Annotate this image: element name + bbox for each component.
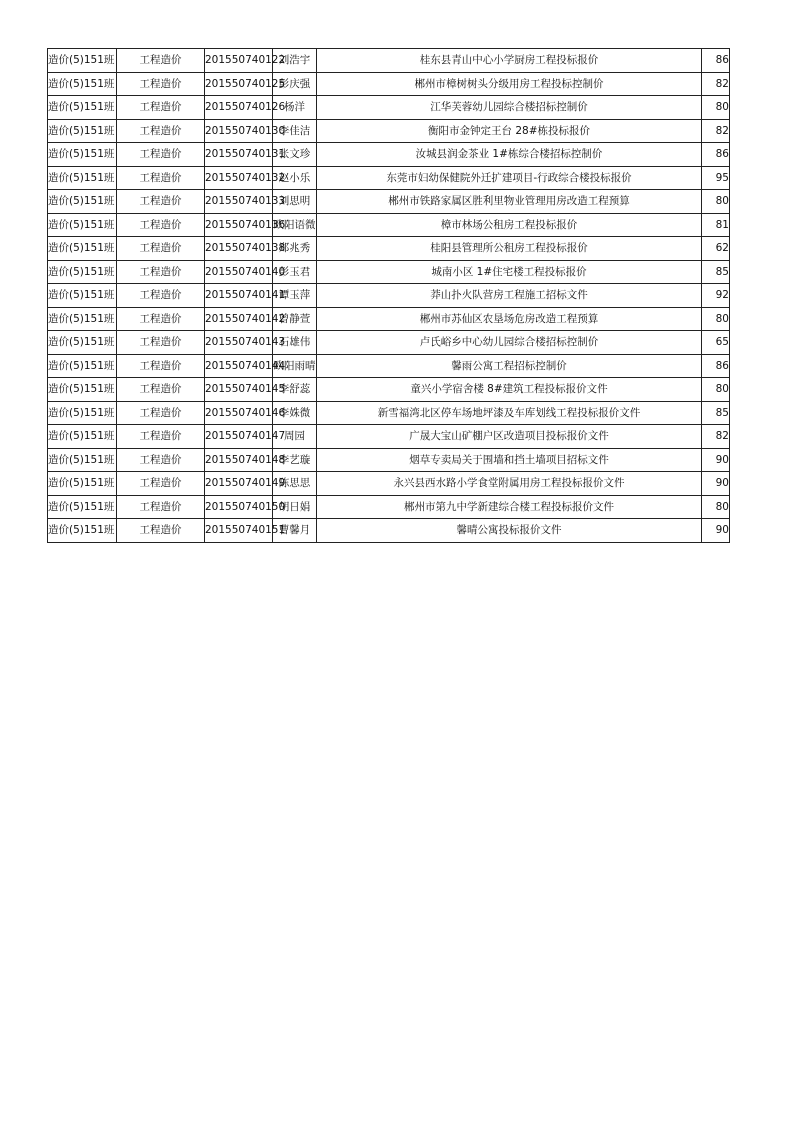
student-name-cell: 李艺璇 — [273, 448, 317, 472]
major-cell: 工程造价 — [117, 213, 205, 237]
student-name-cell: 赵小乐 — [273, 166, 317, 190]
score-cell: 85 — [702, 260, 730, 284]
table-row — [48, 190, 730, 214]
class-cell: 造价(5)151班 — [48, 307, 117, 331]
major-cell: 工程造价 — [117, 237, 205, 261]
project-title-cell: 郴州市苏仙区农垦场危房改造工程预算 — [317, 307, 702, 331]
project-title-cell: 郴州市第九中学新建综合楼工程投标报价文件 — [317, 495, 702, 519]
score-cell: 86 — [702, 143, 730, 167]
class-cell: 造价(5)151班 — [48, 472, 117, 496]
class-cell: 造价(5)151班 — [48, 166, 117, 190]
project-title-cell: 新雪福湾北区停车场地坪漆及车库划线工程投标报价文件 — [317, 401, 702, 425]
class-cell: 造价(5)151班 — [48, 354, 117, 378]
table-row — [48, 448, 730, 472]
student-name-cell: 杨洋 — [273, 96, 317, 120]
student-id-cell: 201550740149 — [205, 472, 273, 496]
class-cell: 造价(5)151班 — [48, 260, 117, 284]
score-cell: 86 — [702, 49, 730, 73]
score-cell: 80 — [702, 190, 730, 214]
table-row — [48, 307, 730, 331]
table-row — [48, 143, 730, 167]
major-cell: 工程造价 — [117, 401, 205, 425]
student-name-cell: 曹馨月 — [273, 519, 317, 543]
class-cell: 造价(5)151班 — [48, 331, 117, 355]
major-cell: 工程造价 — [117, 260, 205, 284]
score-cell: 80 — [702, 378, 730, 402]
score-cell: 90 — [702, 472, 730, 496]
table-row — [48, 472, 730, 496]
project-title-cell: 永兴县西水路小学食堂附属用房工程投标报价文件 — [317, 472, 702, 496]
student-id-cell: 201550740151 — [205, 519, 273, 543]
project-title-cell: 馨雨公寓工程招标控制价 — [317, 354, 702, 378]
score-cell: 90 — [702, 519, 730, 543]
score-cell: 95 — [702, 166, 730, 190]
project-title-cell: 桂东县青山中心小学厨房工程投标报价 — [317, 49, 702, 73]
student-name-cell: 胡日娟 — [273, 495, 317, 519]
table-row — [48, 331, 730, 355]
major-cell: 工程造价 — [117, 495, 205, 519]
student-id-cell: 201550740133 — [205, 190, 273, 214]
major-cell: 工程造价 — [117, 72, 205, 96]
student-id-cell: 201550740140 — [205, 260, 273, 284]
student-name-cell: 郑兆秀 — [273, 237, 317, 261]
score-cell: 62 — [702, 237, 730, 261]
class-cell: 造价(5)151班 — [48, 213, 117, 237]
class-cell: 造价(5)151班 — [48, 425, 117, 449]
table-body — [48, 49, 730, 543]
score-cell: 65 — [702, 331, 730, 355]
major-cell: 工程造价 — [117, 143, 205, 167]
major-cell: 工程造价 — [117, 354, 205, 378]
student-name-cell: 刘思明 — [273, 190, 317, 214]
student-id-cell: 201550740126 — [205, 96, 273, 120]
class-cell: 造价(5)151班 — [48, 49, 117, 73]
major-cell: 工程造价 — [117, 519, 205, 543]
student-name-cell: 彭庆强 — [273, 72, 317, 96]
score-cell: 85 — [702, 401, 730, 425]
table-row — [48, 213, 730, 237]
table-row — [48, 237, 730, 261]
table-row — [48, 519, 730, 543]
student-id-cell: 201550740147 — [205, 425, 273, 449]
major-cell: 工程造价 — [117, 448, 205, 472]
student-id-cell: 201550740141 — [205, 284, 273, 308]
class-cell: 造价(5)151班 — [48, 190, 117, 214]
student-id-cell: 201550740142 — [205, 307, 273, 331]
major-cell: 工程造价 — [117, 49, 205, 73]
major-cell: 工程造价 — [117, 190, 205, 214]
major-cell: 工程造价 — [117, 284, 205, 308]
student-name-cell: 周园 — [273, 425, 317, 449]
student-id-cell: 201550740131 — [205, 143, 273, 167]
score-cell: 92 — [702, 284, 730, 308]
student-id-cell: 201550740146 — [205, 401, 273, 425]
student-name-cell: 欧阳雨晴 — [273, 354, 317, 378]
project-title-cell: 衡阳市金钟定王台 28#栋投标报价 — [317, 119, 702, 143]
score-cell: 82 — [702, 119, 730, 143]
table-row — [48, 260, 730, 284]
student-id-cell: 201550740125 — [205, 72, 273, 96]
project-title-cell: 童兴小学宿舍楼 8#建筑工程投标报价文件 — [317, 378, 702, 402]
student-name-cell: 曾静萱 — [273, 307, 317, 331]
major-cell: 工程造价 — [117, 331, 205, 355]
student-name-cell: 李姝微 — [273, 401, 317, 425]
student-name-cell: 刘浩宇 — [273, 49, 317, 73]
table-row — [48, 378, 730, 402]
class-cell: 造价(5)151班 — [48, 237, 117, 261]
student-name-cell: 李舒蕊 — [273, 378, 317, 402]
student-id-cell: 201550740143 — [205, 331, 273, 355]
score-cell: 82 — [702, 72, 730, 96]
student-id-cell: 201550740138 — [205, 237, 273, 261]
class-cell: 造价(5)151班 — [48, 448, 117, 472]
class-cell: 造价(5)151班 — [48, 119, 117, 143]
student-id-cell: 201550740145 — [205, 378, 273, 402]
student-id-cell: 201550740136 — [205, 213, 273, 237]
class-cell: 造价(5)151班 — [48, 401, 117, 425]
score-cell: 90 — [702, 448, 730, 472]
project-title-cell: 馨晴公寓投标报价文件 — [317, 519, 702, 543]
class-cell: 造价(5)151班 — [48, 143, 117, 167]
table-row — [48, 284, 730, 308]
project-title-cell: 城南小区 1#住宅楼工程投标报价 — [317, 260, 702, 284]
student-name-cell: 谭玉萍 — [273, 284, 317, 308]
student-id-cell: 201550740150 — [205, 495, 273, 519]
score-cell: 80 — [702, 307, 730, 331]
project-title-cell: 汝城县润金茶业 1#栋综合楼招标控制价 — [317, 143, 702, 167]
class-cell: 造价(5)151班 — [48, 519, 117, 543]
major-cell: 工程造价 — [117, 378, 205, 402]
student-name-cell: 彭玉君 — [273, 260, 317, 284]
major-cell: 工程造价 — [117, 96, 205, 120]
table-row — [48, 401, 730, 425]
project-title-cell: 江华芙蓉幼儿园综合楼招标控制价 — [317, 96, 702, 120]
table-row — [48, 166, 730, 190]
project-title-cell: 桂阳县管理所公租房工程投标报价 — [317, 237, 702, 261]
score-cell: 81 — [702, 213, 730, 237]
student-name-cell: 李佳洁 — [273, 119, 317, 143]
major-cell: 工程造价 — [117, 307, 205, 331]
project-title-cell: 卢氏峪乡中心幼儿园综合楼招标控制价 — [317, 331, 702, 355]
major-cell: 工程造价 — [117, 166, 205, 190]
student-id-cell: 201550740122 — [205, 49, 273, 73]
score-table — [47, 48, 730, 543]
class-cell: 造价(5)151班 — [48, 495, 117, 519]
major-cell: 工程造价 — [117, 472, 205, 496]
class-cell: 造价(5)151班 — [48, 96, 117, 120]
class-cell: 造价(5)151班 — [48, 378, 117, 402]
project-title-cell: 莽山扑火队营房工程施工招标文件 — [317, 284, 702, 308]
score-cell: 86 — [702, 354, 730, 378]
project-title-cell: 东莞市妇幼保健院外迁扩建项目-行政综合楼投标报价 — [317, 166, 702, 190]
table-row — [48, 72, 730, 96]
table-row — [48, 96, 730, 120]
table-row — [48, 49, 730, 73]
student-id-cell: 201550740132 — [205, 166, 273, 190]
project-title-cell: 郴州市樟树树头分级用房工程投标控制价 — [317, 72, 702, 96]
score-cell: 80 — [702, 96, 730, 120]
table-row — [48, 119, 730, 143]
table-row — [48, 495, 730, 519]
student-name-cell: 张文珍 — [273, 143, 317, 167]
student-name-cell: 陈思思 — [273, 472, 317, 496]
table-row — [48, 354, 730, 378]
student-id-cell: 201550740148 — [205, 448, 273, 472]
student-name-cell: 欧阳语微 — [273, 213, 317, 237]
student-id-cell: 201550740130 — [205, 119, 273, 143]
project-title-cell: 广晟大宝山矿棚户区改造项目投标报价文件 — [317, 425, 702, 449]
class-cell: 造价(5)151班 — [48, 72, 117, 96]
project-title-cell: 烟草专卖局关于围墙和挡土墙项目招标文件 — [317, 448, 702, 472]
major-cell: 工程造价 — [117, 425, 205, 449]
major-cell: 工程造价 — [117, 119, 205, 143]
student-id-cell: 201550740144 — [205, 354, 273, 378]
project-title-cell: 郴州市铁路家属区胜利里物业管理用房改造工程预算 — [317, 190, 702, 214]
project-title-cell: 樟市林场公租房工程投标报价 — [317, 213, 702, 237]
student-name-cell: 石雄伟 — [273, 331, 317, 355]
score-cell: 80 — [702, 495, 730, 519]
class-cell: 造价(5)151班 — [48, 284, 117, 308]
score-cell: 82 — [702, 425, 730, 449]
table-row — [48, 425, 730, 449]
